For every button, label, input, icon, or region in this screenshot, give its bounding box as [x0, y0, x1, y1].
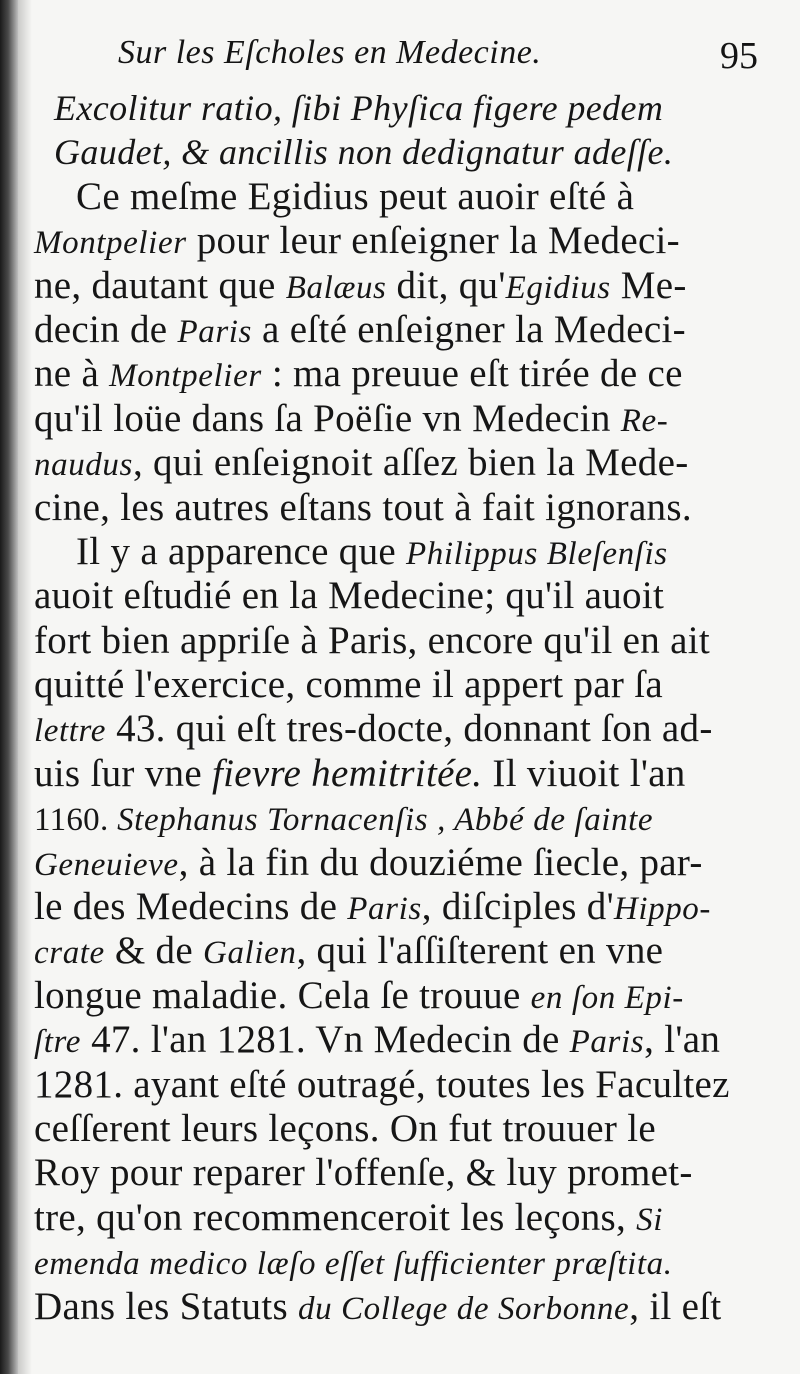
text-line [34, 352, 734, 396]
text-run: 43. qui eſt tres-docte, donnant ſon ad- [106, 707, 713, 751]
text-run: Geneuieve [34, 846, 179, 883]
text-run: longue maladie. Cela ſe trouue [34, 973, 531, 1017]
text-run: du College de Sorbonne [298, 1290, 630, 1327]
text-run: emenda medico læſo eſſet ſufficienter præſtita. [34, 1246, 673, 1283]
text-line [34, 885, 734, 929]
verse-line [34, 130, 734, 174]
text-run: Ce meſme Egidius peut auoir eſté à [76, 174, 635, 218]
text-line [34, 441, 734, 485]
text-run: 1160. [34, 802, 118, 839]
text-line [34, 1107, 734, 1151]
page-number: 95 [720, 35, 758, 77]
text-run: Excolitur ratio, ſibi Phyſica figere pedem [54, 88, 664, 128]
text-run: Philippus Bleſenſis [406, 535, 668, 572]
text-run: auoit eſtudié en la Medecine; qu'il auoit [34, 574, 665, 618]
text-line [34, 219, 734, 263]
text-run: , qui enſeignoit aſſez bien la Mede- [132, 441, 689, 485]
text-run: dit, qu' [386, 263, 506, 307]
text-run: qu'il loüe dans ſa Poëſie vn Medecin [34, 396, 621, 440]
text-run: decin de [34, 307, 178, 351]
text-run: Egidius [505, 269, 611, 306]
text-line [34, 752, 734, 796]
verse-line [34, 86, 734, 130]
text-line [34, 175, 734, 219]
text-run: , il eſt [629, 1284, 722, 1328]
text-run: ne à [34, 352, 110, 396]
text-line [34, 1240, 734, 1284]
text-run: Roy pour reparer l'offenſe, & luy promet- [34, 1151, 693, 1195]
text-line [34, 1063, 734, 1107]
text-line [34, 796, 734, 840]
text-run: Dans les Statuts [34, 1284, 299, 1328]
text-line [34, 841, 734, 885]
text-run: ne, dautant que [34, 263, 286, 307]
text-run: a eſté enſeigner la Medeci- [251, 307, 686, 351]
text-run: Hippo- [613, 891, 711, 928]
text-line [34, 1285, 734, 1329]
text-run: Paris [347, 891, 422, 928]
text-run: Montpelier [34, 225, 187, 262]
text-line [34, 707, 734, 751]
text-line [34, 1196, 734, 1240]
text-run: en ſon Epi- [530, 979, 684, 1016]
text-line [34, 308, 734, 352]
text-run: 47. l'an 1281. Vn Medecin de [81, 1018, 570, 1062]
text-line [34, 397, 734, 441]
text-line [34, 1018, 734, 1062]
text-run: & de [104, 929, 204, 973]
text-run: fievre hemitritée. [212, 751, 483, 795]
text-line [34, 530, 734, 574]
text-run: Paris [177, 313, 252, 350]
text-run: , qui l'aſſiſterent en vne [296, 929, 664, 973]
text-run: , à la fin du douziéme ſiecle, par- [178, 840, 703, 884]
text-run: Stephanus Tornacenſis , Abbé de ſainte [117, 802, 654, 839]
binding-shadow [18, 0, 32, 1374]
text-run: 1281. ayant eſté outragé, toutes les Facultez [34, 1062, 730, 1106]
text-run: ceſſerent leurs leçons. On fut trouuer le [34, 1106, 656, 1150]
text-run: quitté l'exercice, comme il appert par ſa [34, 663, 663, 707]
text-line [34, 619, 734, 663]
text-run: , diſciples d' [421, 885, 614, 929]
text-line [34, 1151, 734, 1195]
text-run: Si [636, 1201, 664, 1238]
text-run: ſtre [34, 1024, 82, 1061]
binding-edge [0, 0, 18, 1374]
text-run: cine, les autres eſtans tout à fait ignorans. [34, 485, 692, 529]
text-run: naudus [34, 447, 133, 484]
text-run: tre, qu'on recommenceroit les leçons, [34, 1195, 637, 1239]
text-run: Gaudet, & ancillis non dedignatur adeſſe. [54, 132, 674, 173]
page-header [118, 34, 758, 90]
text-run: Il viuoit l'an [482, 751, 686, 795]
text-run: crate [34, 935, 105, 972]
text-run: fort bien appriſe à Paris, encore qu'il en ait [34, 618, 710, 662]
text-line [34, 264, 734, 308]
text-run: : ma preuue eſt tirée de ce [261, 352, 683, 396]
page-body [34, 86, 734, 1329]
text-run: le des Medecins de [34, 885, 348, 929]
text-run: Me- [610, 263, 687, 307]
text-run: , l'an [644, 1018, 721, 1062]
text-run: Re- [620, 402, 669, 439]
text-line [34, 663, 734, 707]
text-run: Balæus [285, 269, 387, 306]
text-run: uis ſur vne [34, 751, 212, 795]
text-run: Il y a apparence que [76, 529, 407, 573]
text-line [34, 574, 734, 618]
text-run: Galien [203, 935, 297, 972]
text-run: Montpelier [109, 358, 262, 395]
text-line [34, 486, 734, 530]
text-run: pour leur enſeigner la Medeci- [186, 219, 680, 263]
text-run: lettre [34, 713, 107, 750]
text-line [34, 929, 734, 973]
text-run: Paris [569, 1024, 645, 1061]
running-head: Sur les Eſcholes en Medecine. [118, 34, 542, 71]
text-line [34, 974, 734, 1018]
